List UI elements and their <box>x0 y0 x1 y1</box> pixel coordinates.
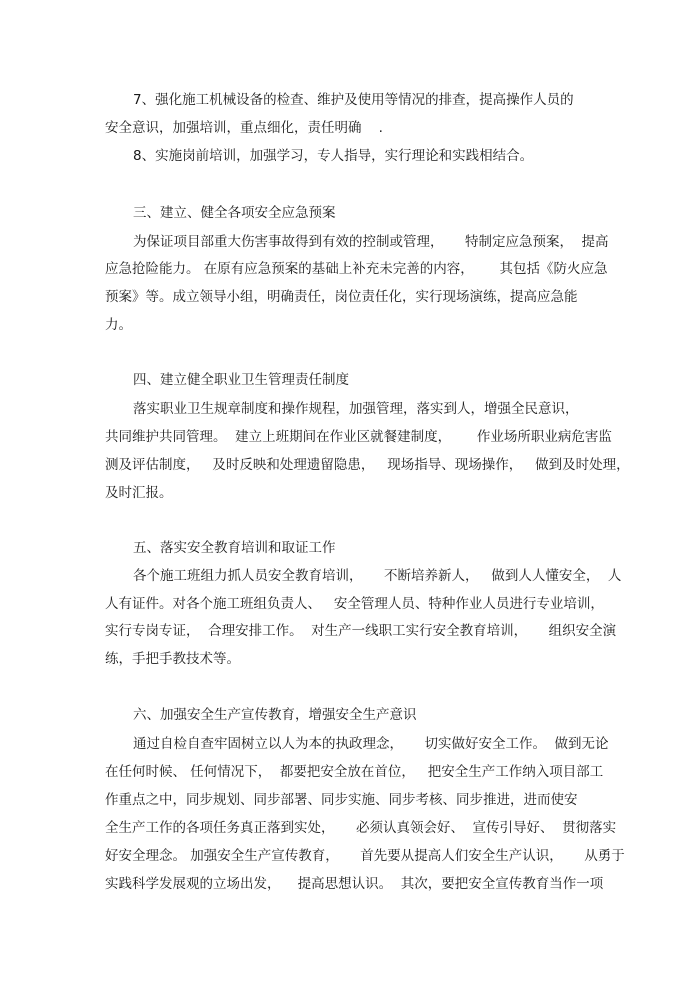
section5-heading: 五、落实安全教育培训和取证工作 <box>133 540 336 556</box>
section6-line: 作重点之中，同步规划、同步部署、同步实施、同步考核、同步推进，进而使安 <box>105 792 578 808</box>
section4-line: 落实职业卫生规章制度和操作规程，加强管理，落实到人，增强全民意识， <box>133 401 579 417</box>
item8-line1: 8、实施岗前培训，加强学习，专人指导，实行理论和实践相结合。 <box>133 148 534 164</box>
section4-line: 共同维护共同管理。 建立上班期间在作业区就餐建制度， 作业场所职业病危害监 <box>105 429 612 445</box>
section4-heading: 四、建立健全职业卫生管理责任制度 <box>133 372 349 388</box>
section6-line: 好安全理念。 加强安全生产宣传教育， 首先要从提高人们安全生产认识， 从勇于 <box>105 848 625 864</box>
section6-line: 实践科学发展观的立场出发， 提高思想认识。 其次，要把安全宣传教育当作一项 <box>105 876 604 892</box>
section4-line: 及时汇报。 <box>105 485 173 501</box>
section3-line: 力。 <box>105 317 132 333</box>
section3-line: 应急抢险能力。 在原有应急预案的基础上补充未完善的内容， 其包括《防火应急 <box>105 261 608 277</box>
section5-line: 各个施工班组力抓人员安全教育培训， 不断培养新人， 做到人人懂安全， 人 <box>133 568 622 584</box>
section3-line: 预案》等。成立领导小组，明确责任，岗位责任化，实行现场演练，提高应急能 <box>105 289 578 305</box>
section6-line: 在任何时候、 任何情况下， 都要把安全放在首位， 把安全生产工作纳入项目部工 <box>105 764 604 780</box>
section6-line: 全生产工作的各项任务真正落到实处， 必须认真领会好、 宣传引导好、 贯彻落实 <box>105 820 617 836</box>
item7-line2: 安全意识，加强培训，重点细化，责任明确 . <box>105 120 383 136</box>
section3-heading: 三、建立、健全各项安全应急预案 <box>133 205 336 221</box>
section6-heading: 六、加强安全生产宣传教育，增强安全生产意识 <box>133 707 417 723</box>
section5-line: 练，手把手教技术等。 <box>105 651 240 667</box>
section6-line: 通过自检自查牢固树立以人为本的执政理念， 切实做好安全工作。 做到无论 <box>133 736 609 752</box>
section3-line: 为保证项目部重大伤害事故得到有效的控制或管理， 特制定应急预案， 提高 <box>133 234 609 250</box>
section4-line: 测及评估制度， 及时反映和处理遗留隐患， 现场指导、现场操作， 做到及时处理， <box>105 457 630 473</box>
section5-line: 人有证件。对各个施工班组负责人、 安全管理人员、特种作业人员进行专业培训， <box>105 596 604 612</box>
item7-line1: 7、强化施工机械设备的检查、维护及使用等情况的排查，提高操作人员的 <box>133 92 574 108</box>
section5-line: 实行专岗专证， 合理安排工作。 对生产一线职工实行安全教育培训， 组织安全演 <box>105 623 617 639</box>
